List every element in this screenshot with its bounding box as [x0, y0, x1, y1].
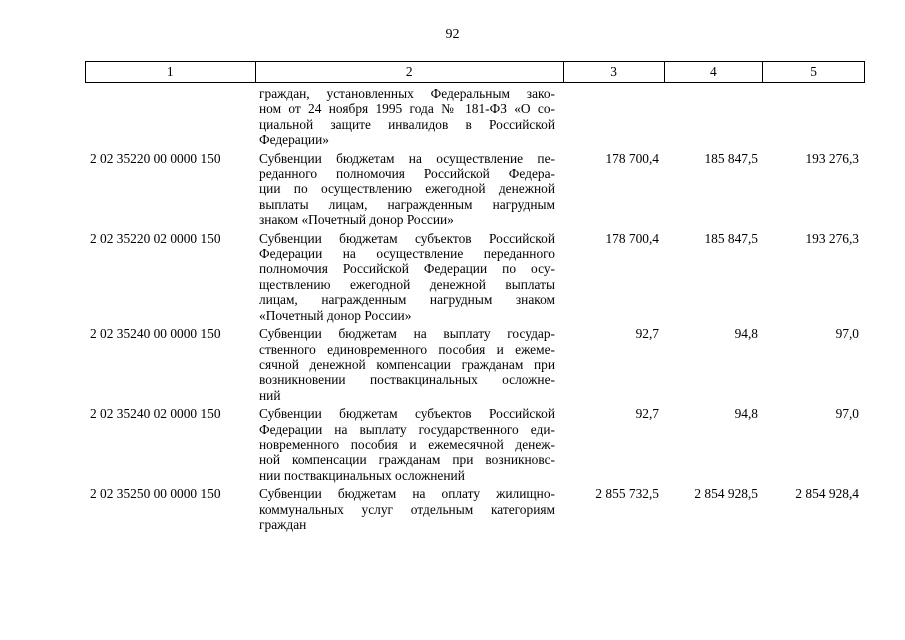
description-line: ний	[259, 387, 281, 403]
value-col-5: 193 276,3	[805, 150, 859, 166]
value-col-3: 92,7	[635, 326, 659, 342]
header-col-2: 2	[256, 62, 564, 82]
description-line: ции по осуществлению ежегодной денежной	[259, 181, 555, 197]
value-col-5: 97,0	[835, 326, 859, 342]
description-line: Субвенции бюджетам на оплату жилищно-	[259, 486, 555, 502]
description-line: лицам, награжденным нагрудным знаком	[259, 292, 555, 308]
value-col-5: 2 854 928,4	[795, 486, 859, 502]
description-line: Субвенции бюджетам субъектов Российской	[259, 230, 555, 246]
page-number: 92	[445, 27, 460, 42]
description-line: полномочия Российской Федерации по осу-	[259, 261, 555, 277]
budget-code	[85, 86, 255, 148]
row-description	[255, 486, 564, 532]
table-body	[85, 86, 865, 535]
description-line: нии поствакцинальных осложнений	[259, 467, 465, 483]
description-line: возникновении поствакцинальных осложне-	[259, 372, 555, 388]
value-col-5	[764, 86, 865, 148]
value-col-4: 94,8	[734, 326, 758, 342]
header-col-1: 1	[86, 62, 256, 82]
description-line: ществлению ежегодной денежной выплаты	[259, 276, 555, 292]
value-col-5: 193 276,3	[805, 230, 859, 246]
value-col-3: 178 700,4	[605, 230, 659, 246]
table-row	[85, 326, 865, 403]
row-description	[255, 326, 564, 403]
description-line: коммунальных услуг отдельным категориям	[259, 501, 555, 517]
budget-code: 2 02 35240 02 0000 150	[90, 406, 221, 422]
description-line: выплаты лицам, награжденным нагрудным	[259, 196, 555, 212]
budget-code: 2 02 35240 00 0000 150	[90, 326, 221, 342]
description-line: ной компенсации гражданам при возникновс-	[259, 452, 555, 468]
table-row	[85, 406, 865, 483]
header-col-5: 5	[810, 64, 817, 79]
table-row	[85, 231, 865, 323]
description-line: ном от 24 ноября 1995 года № 181-ФЗ «О со-	[259, 101, 555, 117]
value-col-4: 2 854 928,5	[694, 486, 758, 502]
row-description	[255, 231, 564, 323]
description-line: Федерации на осуществление переданного	[259, 246, 555, 262]
value-col-4: 94,8	[734, 406, 758, 422]
value-col-4	[665, 86, 764, 148]
value-col-3: 92,7	[635, 406, 659, 422]
description-line: циальной защите инвалидов в Российской	[259, 116, 555, 132]
description-line: Федерации»	[259, 132, 329, 148]
header-col-3: 3	[564, 62, 665, 82]
value-col-4: 185 847,5	[704, 150, 758, 166]
header-col-4: 4	[665, 62, 764, 82]
table-row	[85, 86, 865, 148]
description-line: «Почетный донор России»	[259, 307, 412, 323]
table-row	[85, 151, 865, 228]
description-line: Субвенции бюджетам на осуществление пе-	[259, 150, 555, 166]
description-line: знаком «Почетный донор России»	[259, 212, 454, 228]
budget-code: 2 02 35220 00 0000 150	[90, 150, 221, 166]
row-description	[255, 86, 564, 148]
description-line: Федерации на выплату государственного еди-	[259, 421, 555, 437]
row-description	[255, 151, 564, 228]
description-line: сячной денежной компенсации гражданам при	[259, 356, 555, 372]
description-line: граждан, установленных Федеральным зако-	[259, 86, 555, 101]
table-header-row	[85, 61, 865, 83]
table-row	[85, 486, 865, 532]
row-description	[255, 406, 564, 483]
budget-code: 2 02 35250 00 0000 150	[90, 486, 221, 502]
value-col-3	[564, 86, 665, 148]
description-line: новременного пособия и ежемесячной денеж-	[259, 436, 555, 452]
description-line: граждан	[259, 516, 307, 532]
value-col-4: 185 847,5	[704, 230, 758, 246]
budget-code: 2 02 35220 02 0000 150	[90, 230, 221, 246]
description-line: реданного полномочия Российской Федера-	[259, 166, 555, 182]
description-line: Субвенции бюджетам на выплату государ-	[259, 326, 555, 342]
value-col-3: 178 700,4	[605, 150, 659, 166]
value-col-3: 2 855 732,5	[595, 486, 659, 502]
description-line: ственного единовременного пособия и ежеме-	[259, 341, 555, 357]
description-line: Субвенции бюджетам субъектов Российской	[259, 406, 555, 422]
value-col-5: 97,0	[835, 406, 859, 422]
